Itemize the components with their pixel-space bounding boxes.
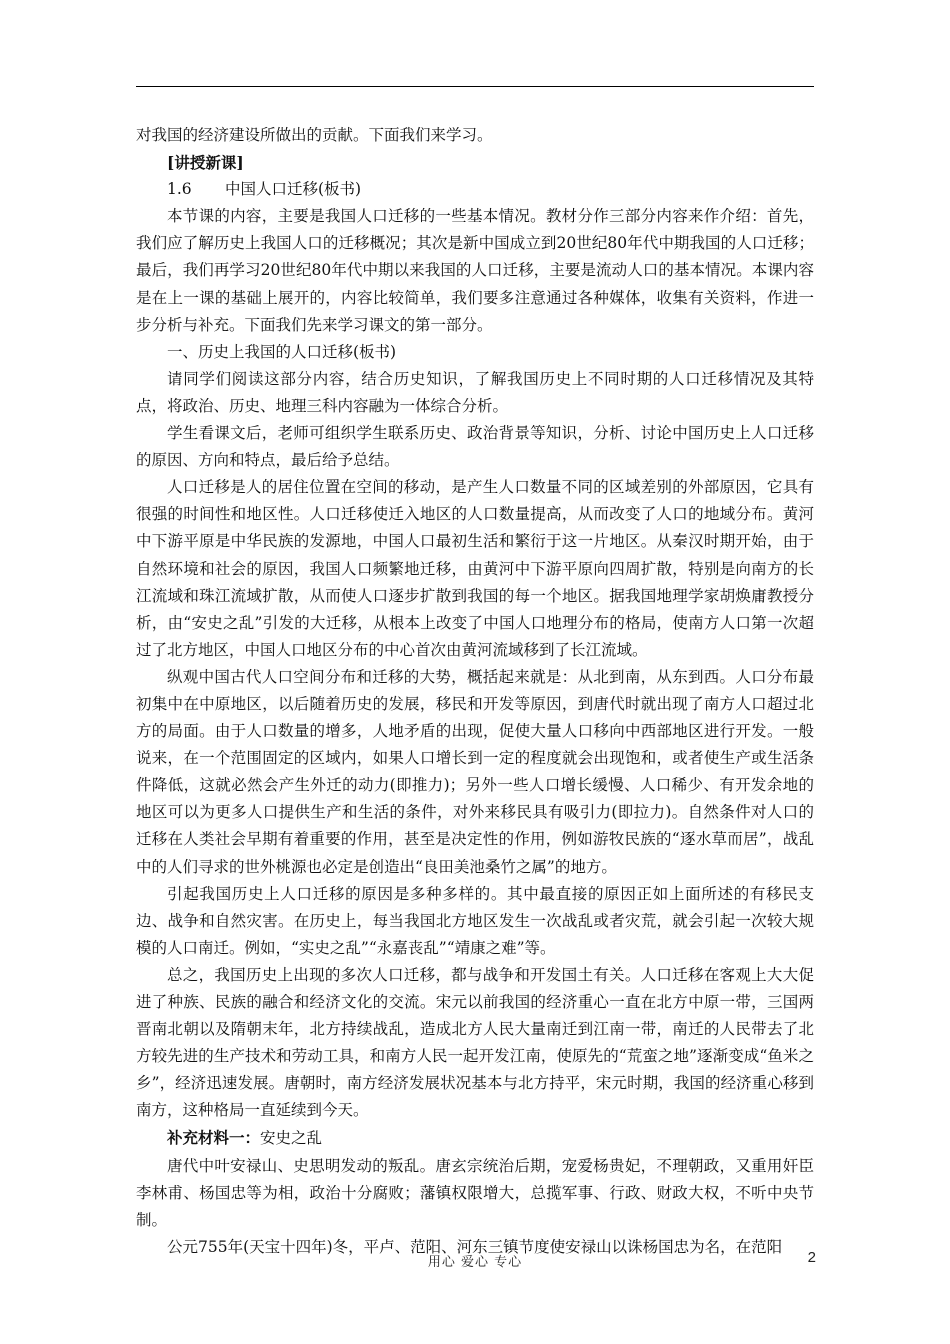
paragraph-intro: 本节课的内容，主要是我国人口迁移的一些基本情况。教材分作三部分内容来作介绍：首先，我们应了解历史上我国人口的迁移概况；其次是新中国成立到20世纪80年代中期我国的人口迁移；最后，我们再学习20世纪80年代中期以来我国的人口迁移，主要是流动人口的基本情况。本课内容是在上一课的基础上展开的，内容比较简单，我们要多注意通过各种媒体，收集有关资料，作进一步分析与补充。下面我们先来学习课文的第一部分。 <box>136 207 814 334</box>
paragraph-supplement-background: 唐代中叶安禄山、史思明发动的叛乱。唐玄宗统治后期，宠爱杨贵妃，不理朝政，又重用奸臣李林甫、杨国忠等为相，政治十分腐败；藩镇权限增大，总揽军事、行政、财政大权，不听中央节制。 <box>136 1156 814 1229</box>
paragraph-supplement-events: 公元755年(天宝十四年)冬，平卢、范阳、河东三镇节度使安禄山以诛杨国忠为名，在范阳 <box>167 1237 783 1256</box>
supplement-label: 补充材料一： <box>167 1128 261 1148</box>
section-label-new-lesson: [讲授新课] <box>167 153 244 173</box>
document-body <box>136 122 814 1261</box>
page-number: 2 <box>807 1249 816 1266</box>
paragraph-migration-definition: 人口迁移是人的居住位置在空间的移动，是产生人口数量不同的区域差别的外部原因，它具有很强的时间性和地区性。人口迁移使迁入地区的人口数量提高，从而改变了人口的地域分布。黄河中下游平原是中华民族的发源地，中国人口最初生活和繁衍于这一片地区。从秦汉时期开始，由于自然环境和社会的原因，我国人口频繁地迁移，由黄河中下游平原向四周扩散，特别是向南方的长江流域和珠江流域扩散，从而使人口逐步扩散到我国的每一个地区。据我国地理学家胡焕庸教授分析，由“安史之乱”引发的大迁移，从根本上改变了中国人口地理分布的格局，使南方人口第一次超过了北方地区，中国人口地区分布的中心首次由黄河流域移到了长江流域。 <box>136 478 814 659</box>
paragraph-summary: 总之，我国历史上出现的多次人口迁移，都与战争和开发国土有关。人口迁移在客观上大大促进了种族、民族的融合和经济文化的交流。宋元以前我国的经济重心一直在北方中原一带，三国两晋南北朝以及隋朝末年，北方持续战乱，造成北方人民大量南迁到江南一带，南迁的人民带去了北方较先进的生产技术和劳动工具，和南方人民一起开发江南，使原先的“荒蛮之地”逐渐变成“鱼米之乡”，经济迅速发展。唐朝时，南方经济发展状况基本与北方持平，宋元时期，我国的经济重心移到南方，这种格局一直延续到今天。 <box>136 965 814 1120</box>
paragraph-overview-trends: 纵观中国古代人口空间分布和迁移的大势，概括起来就是：从北到南，从东到西。人口分布最初集中在中原地区，以后随着历史的发展，移民和开发等原因，到唐代时就出现了南方人口超过北方的局面。由于人口数量的增多，人地矛盾的出现，促使大量人口移向中西部地区进行开发。一般说来，在一个范围固定的区域内，如果人口增长到一定的程度就会出现饱和，或者使生产或生活条件降低，这就必然会产生外迁的动力(即推力)；另外一些人口增长缓慢、人口稀少、有开发余地的地区可以为更多人口提供生产和生活的条件，对外来移民具有吸引力(即拉力)。自然条件对人口的迁移在人类社会早期有着重要的作用，甚至是决定性的作用，例如游牧民族的“逐水草而居”，战乱中的人们寻求的世外桃源也必定是创造出“良田美池桑竹之属”的地方。 <box>136 667 814 876</box>
lesson-number: 1.6 <box>167 180 192 199</box>
lesson-title: 中国人口迁移(板书) <box>225 180 362 199</box>
subsection-heading: 一、历史上我国的人口迁移(板书) <box>167 342 397 361</box>
supplement-heading <box>136 1124 814 1152</box>
supplement-title: 安史之乱 <box>260 1129 323 1148</box>
paragraph-causes: 引起我国历史上人口迁移的原因是多种多样的。其中最直接的原因正如上面所述的有移民支边、战争和自然灾害。在历史上，每当我国北方地区发生一次战乱或者灾荒，就会引起一次较大规模的人口南迁。例如，“实史之乱”“永嘉丧乱”“靖康之难”等。 <box>136 884 814 957</box>
lesson-heading <box>136 176 814 203</box>
footer-motto: 用心 爱心 专心 <box>427 1255 523 1270</box>
paragraph-discussion: 学生看课文后，老师可组织学生联系历史、政治背景等知识，分析、讨论中国历史上人口迁移的原因、方向和特点，最后给予总结。 <box>136 424 814 470</box>
header-rule <box>136 86 814 87</box>
paragraph-reading-instruction: 请同学们阅读这部分内容，结合历史知识，了解我国历史上不同时期的人口迁移情况及其特点，将政治、历史、地理三科内容融为一体综合分析。 <box>136 369 814 415</box>
paragraph-continuation: 对我国的经济建设所做出的贡献。下面我们来学习。 <box>136 126 493 144</box>
